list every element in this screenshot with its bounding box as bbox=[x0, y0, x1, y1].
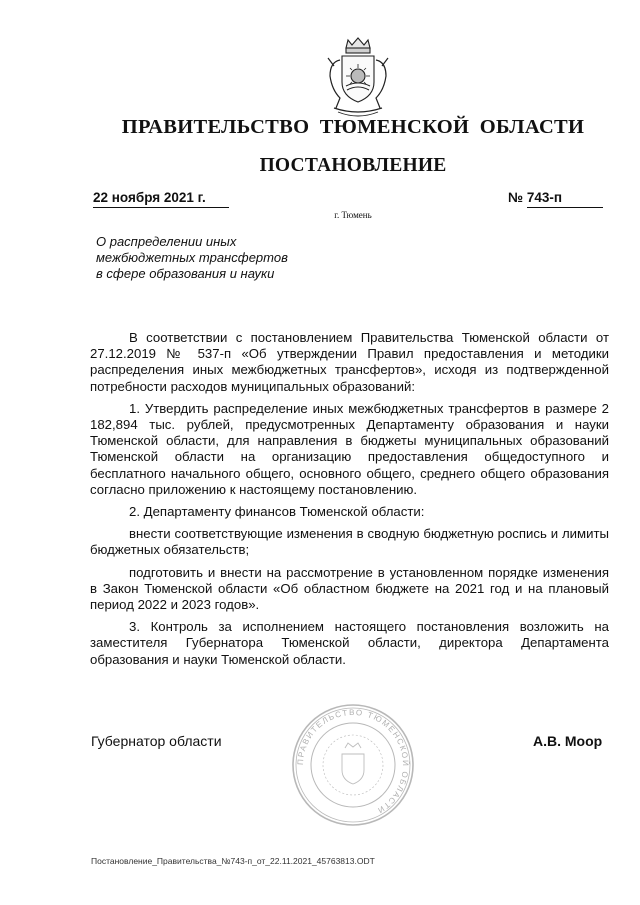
body-paragraph: подготовить и внести на рассмотрение в установленном порядке изменения в Закон Тюменской области «Об областном бюджете на 2021 год и на плановый период 2022 и 2023 годов». bbox=[90, 564, 609, 613]
subject-line: в сфере образования и науки bbox=[96, 266, 275, 281]
body-paragraph: внести соответствующие изменения в сводную бюджетную роспись и лимиты бюджетных обязательств; bbox=[90, 526, 609, 558]
body-paragraph: В соответствии с постановлением Правительства Тюменской области от 27.12.2019 № 537-п «Об утверждении Правил предоставления и методики распределения иных межбюджетных трансфертов», исходя из подтвержденной потребности расходов муниципальных образований: bbox=[90, 330, 609, 394]
seal-text: ПРАВИТЕЛЬСТВО ТЮМЕНСКОЙ ОБЛАСТИ bbox=[295, 707, 411, 816]
document-number-value: 743-п bbox=[527, 190, 603, 208]
footer-filename: Постановление_Правительства_№743-п_от_22.11.2021_45763813.ODT bbox=[91, 856, 375, 866]
document-number bbox=[508, 190, 604, 208]
document-type-title: ПОСТАНОВЛЕНИЕ bbox=[259, 155, 447, 176]
signer-title: Губернатор области bbox=[91, 733, 222, 749]
number-sign: № bbox=[508, 190, 524, 205]
subject-line: О распределении иных bbox=[96, 234, 237, 249]
document-subject bbox=[96, 234, 326, 282]
document-date: 22 ноября 2021 г. bbox=[93, 190, 229, 208]
body-paragraph: 3. Контроль за исполнением настоящего постановления возложить на заместителя Губернатора Тюменской области, директора Департамента образования и науки Тюменской области. bbox=[90, 619, 609, 667]
document-body bbox=[90, 330, 609, 674]
signer-name: А.В. Моор bbox=[533, 733, 603, 749]
coat-of-arms-icon bbox=[316, 36, 400, 120]
document-city: г. Тюмень bbox=[334, 210, 372, 220]
body-paragraph: 1. Утвердить распределение иных межбюджетных трансфертов в размере 2 182,894 тыс. рублей, предусмотренных Департаменту образования и науки Тюменской области, для направления в бюджеты муниципальных образований Тюменской области на организацию предоставления общедоступного и бесплатного начального общего, основного общего, среднего общего образования согласно приложению к настоящему постановлению. bbox=[90, 400, 609, 497]
body-paragraph: 2. Департаменту финансов Тюменской области: bbox=[129, 504, 425, 520]
seal-icon bbox=[290, 702, 416, 828]
subject-line: межбюджетных трансфертов bbox=[96, 250, 288, 265]
organization-title: ПРАВИТЕЛЬСТВО ТЮМЕНСКОЙ ОБЛАСТИ bbox=[121, 116, 585, 138]
